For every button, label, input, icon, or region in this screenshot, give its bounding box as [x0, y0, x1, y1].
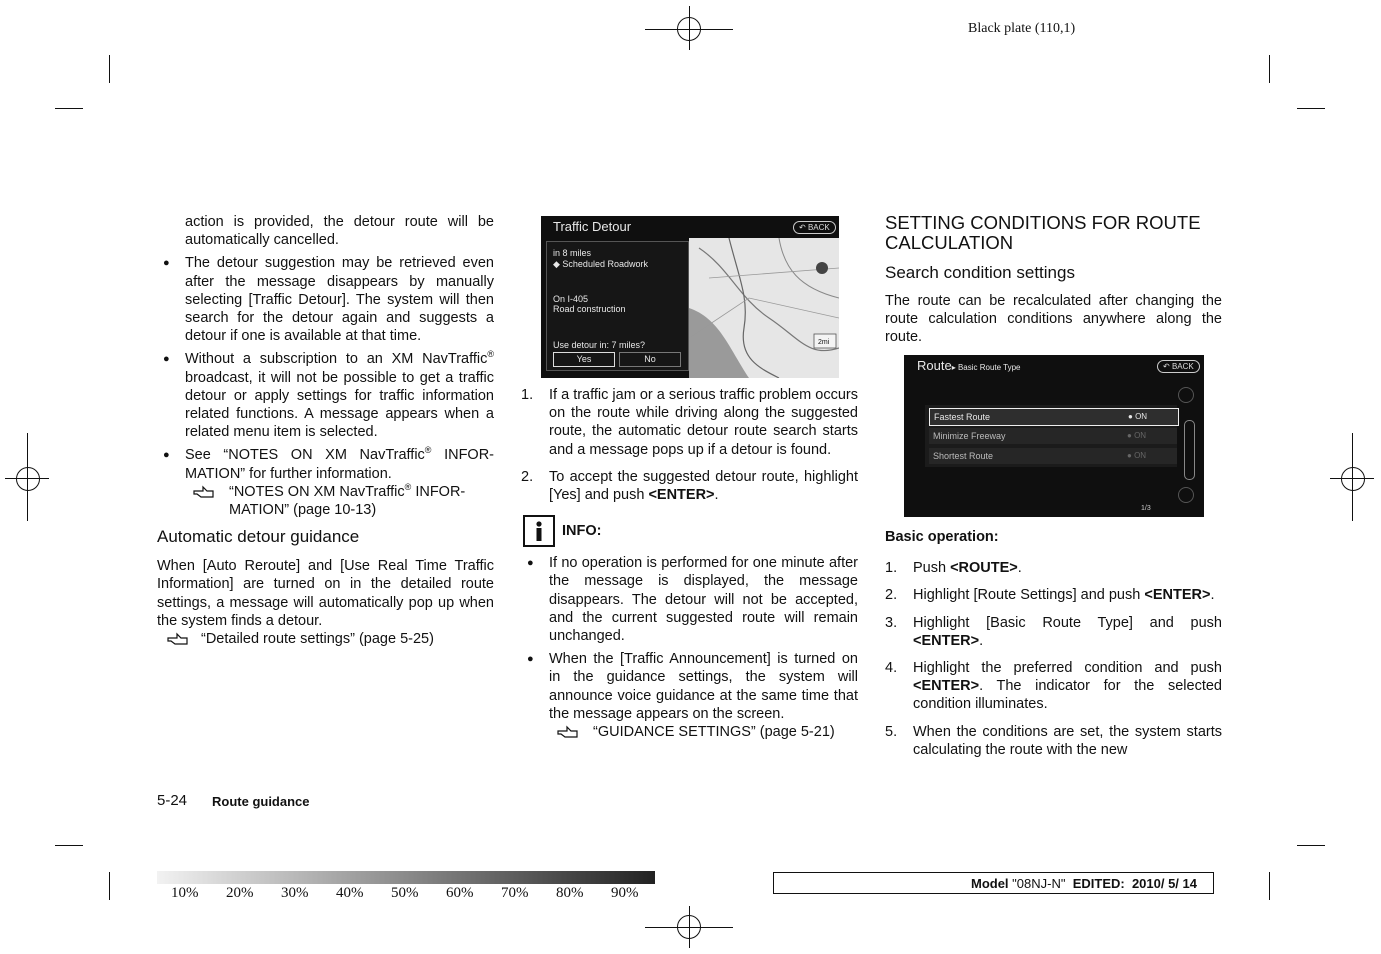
crop-mark [1269, 55, 1270, 83]
scrollbar[interactable] [1184, 420, 1195, 480]
crop-mark [109, 872, 110, 900]
route-option-fastest[interactable]: Fastest Route ● ON [929, 408, 1179, 426]
registration-circle [16, 467, 40, 491]
yes-button[interactable]: Yes [553, 352, 615, 367]
detour-panel [546, 241, 689, 371]
page-number: 5-24 [157, 792, 188, 809]
registration-circle [1341, 467, 1365, 491]
halftone-scale [157, 871, 655, 884]
registration-circle [677, 915, 701, 939]
pointing-hand-icon [167, 632, 189, 646]
column-1 [157, 213, 494, 648]
bullet-item: ● The detour suggestion may be retrieved even after the message disappears by manually selecting [Traffic Detour]. The system will then search for the detour again and suggests a detour if one is available at that time. [157, 254, 494, 345]
step-item: 1. Push <ROUTE>. [885, 560, 1022, 577]
section-heading: SETTING CONDITIONS FOR ROUTE CALCULATION [885, 212, 1201, 253]
crop-mark [55, 108, 83, 109]
traffic-detour-screenshot [541, 216, 839, 378]
step-item: 3. Highlight [Basic Route Type] and push <ENTER>. [885, 614, 1222, 649]
cross-reference: “GUIDANCE SETTINGS” (page 5-21) [521, 723, 858, 741]
crop-mark [1269, 872, 1270, 900]
info-block [521, 515, 858, 549]
page-indicator: 1/3 [1141, 505, 1151, 512]
column-2 [521, 386, 858, 741]
route-settings-screenshot [904, 355, 1204, 517]
map-scale: 2mi [818, 339, 830, 346]
scroll-down-icon[interactable] [1178, 487, 1194, 503]
registration-circle [677, 17, 701, 41]
step-item: 2. Highlight [Route Settings] and push <ENTER>. [885, 587, 1215, 604]
step-item: 2. To accept the suggested detour route, highlight [Yes] and push <ENTER>. [521, 468, 858, 504]
cross-reference: “Detailed route settings” (page 5-25) [157, 630, 494, 648]
info-icon [523, 515, 555, 547]
back-button[interactable]: ↶ BACK [1157, 360, 1200, 373]
info-label: INFO: [562, 523, 602, 540]
crop-mark [55, 845, 83, 846]
basic-operation-label: Basic operation: [885, 529, 999, 545]
road-text: On I-405 [553, 294, 589, 304]
route-type-list [925, 405, 1177, 467]
screen-title: Route▸ Basic Route Type [917, 358, 1021, 373]
event-text: ◆ Scheduled Roadwork [553, 259, 648, 269]
paragraph: action is provided, the detour route will be automatically cancelled. [185, 214, 494, 249]
plate-label: Black plate (110,1) [968, 21, 1076, 36]
bullet-item: ● Without a subscription to an XM NavTraffic® broadcast, it will not be possible to get a traffic detour or apply settings for traffic information related functions. A message appears when a related menu item is selected. [157, 350, 494, 441]
crop-mark [109, 55, 110, 83]
description-text: Road construction [553, 304, 626, 314]
no-button[interactable]: No [619, 352, 681, 367]
detour-question: Use detour in: 7 miles? [553, 340, 646, 350]
crop-mark [1297, 845, 1325, 846]
bullet-item: ● See “NOTES ON XM NavTraffic® INFOR-MATION” for further information. [157, 446, 494, 482]
paragraph: When [Auto Reroute] and [Use Real Time Traffic Information] are turned on in the detailed route settings, a message will automatically pop up when the system finds a detour. [157, 558, 494, 629]
bullet-item: ● When the [Traffic Announcement] is turned on in the guidance settings, the system will announce voice guidance at the same time that the message appears on the screen. [521, 650, 858, 723]
scroll-up-icon[interactable] [1178, 387, 1194, 403]
pointing-hand-icon [193, 485, 215, 499]
back-button[interactable]: ↶ BACK [793, 221, 836, 234]
step-item: 4. Highlight the preferred condition and push <ENTER>. The indicator for the selected condition illuminates. [885, 660, 1222, 713]
column-3 [885, 213, 1222, 347]
screen-title: Traffic Detour [553, 219, 632, 234]
map-view [689, 238, 839, 378]
section-heading: Automatic detour guidance [157, 527, 360, 547]
cross-reference: “NOTES ON XM NavTraffic® INFOR-MATION” (page 10-13) [157, 483, 494, 519]
subsection-heading: Search condition settings [885, 263, 1075, 282]
paragraph: The route can be recalculated after changing the route calculation conditions anywhere along the route. [885, 293, 1222, 346]
step-item: 5. When the conditions are set, the system starts calculating the route with the new [885, 723, 1222, 758]
percent-labels: 10% 20% 30% 40% 50% 60% 70% 80% 90% [171, 885, 639, 901]
bullet-item: ● If no operation is performed for one minute after the message is displayed, the message disappears. The detour will not be accepted, and the current suggested route will remain unchanged. [521, 554, 858, 645]
basic-operation [885, 528, 1222, 759]
crop-mark [1297, 108, 1325, 109]
step-item: 1. If a traffic jam or a serious traffic problem occurs on the route while driving along the suggested route, the automatic detour route search starts and a message pops up if a detour is found. [521, 387, 858, 458]
route-option-minimize-freeway[interactable]: Minimize Freeway ● ON [929, 428, 1177, 444]
model-edited-box: Model "08NJ-N" EDITED: 2010/ 5/ 14 [773, 872, 1214, 894]
distance-text: in 8 miles [553, 248, 592, 258]
section-name: Route guidance [212, 794, 310, 809]
pointing-hand-icon [557, 725, 579, 739]
route-option-shortest[interactable]: Shortest Route ● ON [929, 448, 1177, 464]
